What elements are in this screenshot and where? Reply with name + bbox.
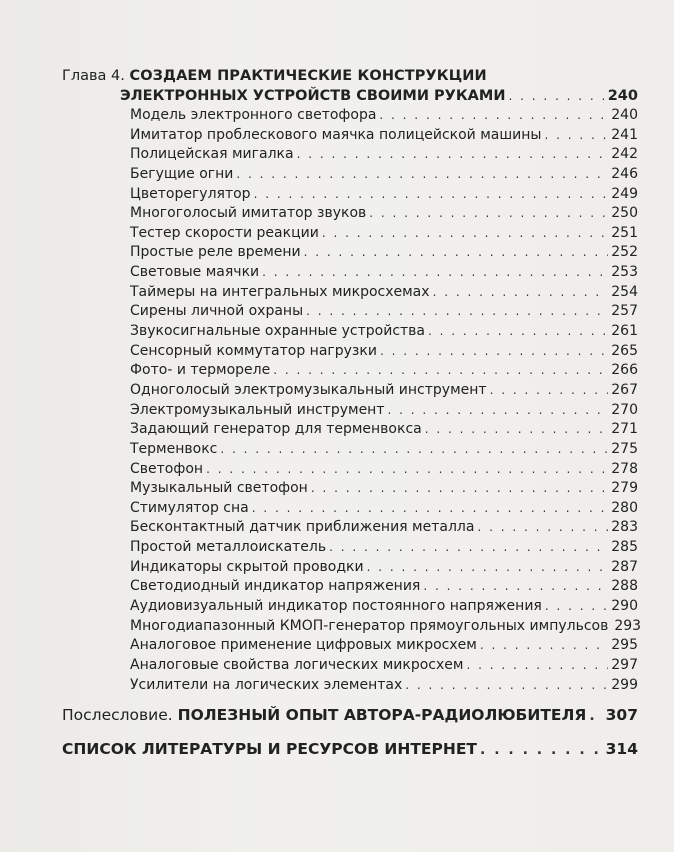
toc-item-title: Аудиовизуальный индикатор постоянного напряжения [130, 598, 542, 615]
dot-leader [206, 460, 608, 480]
dot-leader [262, 263, 608, 283]
dot-leader [297, 145, 609, 165]
toc-item-page-number: 290 [611, 598, 638, 615]
toc-item-page-number: 249 [611, 185, 638, 202]
toc-item-title: Индикаторы скрытой проводки [130, 558, 364, 575]
toc-item-title: Таймеры на интегральных микросхемах [130, 283, 430, 300]
toc-item [62, 342, 638, 362]
afterword-entry [62, 704, 638, 726]
toc-item [62, 361, 638, 381]
toc-item [62, 597, 638, 617]
toc-item-title: Музыкальный светофон [130, 480, 308, 497]
toc-item [62, 145, 638, 165]
toc-item [62, 243, 638, 263]
toc-item-title: Светодиодный индикатор напряжения [130, 578, 421, 595]
toc-item [62, 420, 638, 440]
dot-leader [311, 479, 608, 499]
dot-leader [380, 342, 608, 362]
toc-item [62, 460, 638, 480]
toc-item [62, 106, 638, 126]
chapter-title-line1: СОЗДАЕМ ПРАКТИЧЕСКИЕ КОНСТРУКЦИИ [129, 68, 487, 84]
dot-leader [322, 224, 608, 244]
afterword-title-wrap [62, 704, 586, 726]
toc-item-page-number: 254 [611, 283, 638, 300]
toc-item-page-number: 251 [611, 224, 638, 241]
toc-item [62, 302, 638, 322]
toc-item [62, 656, 638, 676]
toc-item [62, 499, 638, 519]
toc-item-page-number: 267 [611, 381, 638, 398]
chapter-heading [62, 66, 638, 86]
toc-item-title: Полицейская мигалка [130, 146, 294, 163]
dot-leader [329, 538, 608, 558]
toc-item-title: Усилители на логических элементах [130, 676, 403, 693]
toc-item-page-number: 278 [611, 460, 638, 477]
toc-item [62, 263, 638, 283]
toc-item-title: Фото- и термореле [130, 362, 271, 379]
toc-item-page-number: 285 [611, 539, 638, 556]
toc-item [62, 204, 638, 224]
toc-item-page-number: 257 [611, 303, 638, 320]
dot-leader [273, 361, 608, 381]
toc-item [62, 165, 638, 185]
toc-item [62, 518, 638, 538]
toc-item [62, 577, 638, 597]
toc-item-page-number: 299 [611, 676, 638, 693]
chapter-title-line2: ЭЛЕКТРОННЫХ УСТРОЙСТВ СВОИМИ РУКАМИ [120, 88, 506, 104]
toc-item-title: Терменвокс [130, 440, 218, 457]
dot-leader [544, 126, 608, 146]
toc-item [62, 617, 642, 637]
dot-leader [477, 518, 608, 538]
afterword-prefix: Послесловие. [62, 706, 173, 725]
toc-item-page-number: 250 [611, 205, 638, 222]
dot-leader [388, 401, 609, 421]
toc-item [62, 322, 638, 342]
toc-item-page-number: 295 [611, 637, 638, 654]
references-entry [62, 738, 638, 760]
toc-item [62, 126, 638, 146]
toc-item-title: Имитатор проблескового маячка полицейской машины [130, 126, 542, 143]
toc-item-title: Многоголосый имитатор звуков [130, 205, 367, 222]
toc-item-title: Многодиапазонный КМОП-генератор прямоугольных импульсов [130, 617, 609, 634]
dot-leader [220, 440, 608, 460]
toc-item-title: Задающий генератор для терменвокса [130, 421, 422, 438]
toc-item-title: Простые реле времени [130, 244, 301, 261]
toc-item-title: Бесконтактный датчик приближения металла [130, 519, 475, 536]
toc-item [62, 283, 638, 303]
dot-leader [236, 165, 608, 185]
dot-leader [379, 106, 608, 126]
chapter-page-number: 240 [607, 88, 638, 104]
toc-item [62, 440, 638, 460]
toc-item-page-number: 279 [611, 480, 638, 497]
toc-item-page-number: 261 [611, 323, 638, 340]
references-page-number: 314 [605, 740, 638, 759]
afterword-title: ПОЛЕЗНЫЙ ОПЫТ АВТОРА-РАДИОЛЮБИТЕЛЯ [177, 706, 587, 725]
toc-item [62, 381, 638, 401]
toc-item [62, 401, 638, 421]
dot-leader [508, 86, 604, 106]
toc-item-page-number: 266 [611, 362, 638, 379]
dot-leader [405, 676, 608, 696]
toc-item-title: Цветорегулятор [130, 185, 251, 202]
toc-item-title: Одноголосый электромузыкальный инструмент [130, 381, 487, 398]
toc-item [62, 636, 638, 656]
toc-item [62, 479, 638, 499]
dot-leader [369, 204, 608, 224]
dot-leader [428, 322, 608, 342]
toc-item-title: Простой металлоискатель [130, 539, 327, 556]
toc-item [62, 224, 638, 244]
toc-item-page-number: 288 [611, 578, 638, 595]
toc-item-page-number: 293 [614, 617, 642, 634]
toc-item-page-number: 270 [611, 401, 638, 418]
dot-leader [433, 283, 609, 303]
dot-leader [545, 597, 608, 617]
toc-item-title: Стимулятор сна [130, 499, 249, 516]
dot-leader [589, 705, 602, 727]
dot-leader [423, 577, 608, 597]
toc-item-title: Светофон [130, 460, 204, 477]
dot-leader [304, 243, 609, 263]
toc-item-title: Тестер скорости реакции [130, 224, 319, 241]
toc-item-page-number: 241 [611, 126, 638, 143]
dot-leader [252, 499, 609, 519]
toc-item-page-number: 275 [611, 440, 638, 457]
toc-item-page-number: 253 [611, 264, 638, 281]
toc-item-title: Бегущие огни [130, 165, 234, 182]
toc-item-title: Звукосигнальные охранные устройства [130, 323, 425, 340]
toc-item-title: Сирены личной охраны [130, 303, 304, 320]
toc-item-page-number: 297 [611, 656, 638, 673]
dot-leader [254, 185, 609, 205]
toc-item [62, 558, 638, 578]
toc-item-title: Электромузыкальный инструмент [130, 401, 385, 418]
dot-leader [480, 636, 608, 656]
table-of-contents [62, 66, 642, 760]
dot-leader [466, 656, 608, 676]
dot-leader [367, 558, 609, 578]
references-title: СПИСОК ЛИТЕРАТУРЫ И РЕСУРСОВ ИНТЕРНЕТ [62, 740, 478, 759]
toc-item [62, 676, 638, 696]
toc-item-page-number: 271 [611, 421, 638, 438]
toc-item-page-number: 287 [611, 558, 638, 575]
dot-leader [480, 739, 603, 761]
afterword-page-number: 307 [605, 706, 638, 725]
toc-item-page-number: 265 [611, 342, 638, 359]
toc-item-page-number: 242 [611, 146, 638, 163]
references-title-wrap [62, 738, 477, 760]
toc-item [62, 185, 638, 205]
toc-item-page-number: 280 [611, 499, 638, 516]
chapter-heading-line2 [62, 86, 638, 106]
toc-item-title: Модель электронного светофора [130, 107, 377, 123]
toc-item-title: Аналоговые свойства логических микросхем [130, 656, 464, 673]
toc-item-title: Световые маячки [130, 264, 260, 281]
toc-item [62, 538, 638, 558]
toc-item-page-number: 240 [611, 107, 638, 123]
toc-item-page-number: 246 [611, 165, 638, 182]
toc-item-page-number: 252 [611, 244, 638, 261]
toc-item-list [62, 106, 642, 695]
dot-leader [306, 302, 608, 322]
chapter-prefix: Глава 4. [62, 68, 125, 84]
toc-item-title: Аналоговое применение цифровых микросхем [130, 637, 477, 654]
dot-leader [490, 381, 609, 401]
dot-leader [425, 420, 609, 440]
toc-item-page-number: 283 [611, 519, 638, 536]
toc-item-title: Сенсорный коммутатор нагрузки [130, 342, 377, 359]
